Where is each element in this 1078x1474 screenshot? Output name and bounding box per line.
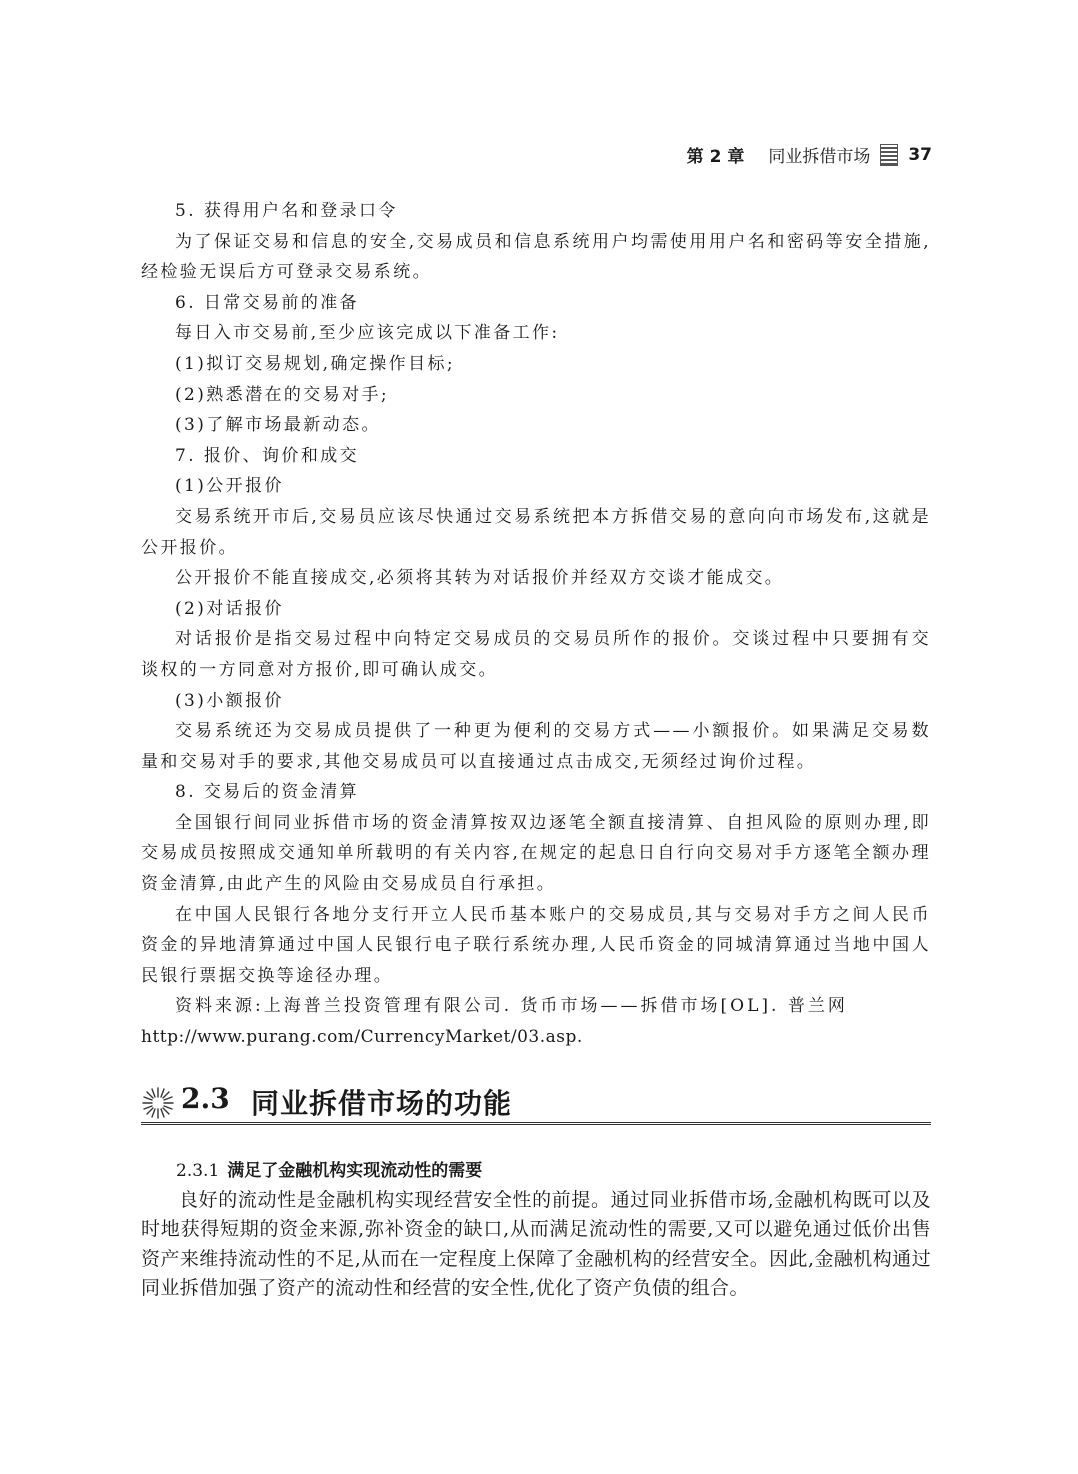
subsection-number: 2.3.1 <box>176 1161 220 1181</box>
page-number: 37 <box>908 144 932 165</box>
box-paragraph: 在中国人民银行各地分支行开立人民币基本账户的交易成员,其与交易对手方之间人民币资金的异地清算通过中国人民银行电子联行系统办理,人民币资金的同城清算通过当地中国人民银行票据交换等途径办理。 <box>141 904 931 986</box>
box-paragraph: (1)拟订交易规划,确定操作目标; <box>175 353 456 374</box>
source-citation: 资料来源:上海普兰投资管理有限公司. 货币市场——拆借市场[OL]. 普兰网 <box>175 996 848 1017</box>
header-bar-icon <box>880 144 898 166</box>
box-paragraph: 每日入市交易前,至少应该完成以下准备工作: <box>175 323 560 344</box>
box-paragraph: 交易系统还为交易成员提供了一种更为便利的交易方式——小额报价。如果满足交易数量和交易对手的要求,其他交易成员可以直接通过点击成交,无须经过询价过程。 <box>141 721 931 772</box>
body-paragraph: 良好的流动性是金融机构实现经营安全性的前提。通过同业拆借市场,金融机构既可以及时地获得短期的资金来源,弥补资金的缺口,从而满足流动性的需要,又可以避免通过低价出售资产来维持流动性的不足,从而在一定程度上保障了金融机构的经营安全。因此,金融机构通过同业拆借加强了资产的流动性和经营的安全性,优化了资产负债的组合。 <box>141 1189 931 1300</box>
box-paragraph: (1)公开报价 <box>175 476 284 497</box>
box-paragraph: 5. 获得用户名和登录口令 <box>175 201 398 221</box>
subsection-title: 满足了金融机构实现流动性的需要 <box>227 1161 483 1181</box>
chapter-title: 同业拆借市场 <box>768 147 871 167</box>
box-paragraph: (3)了解市场最新动态。 <box>175 415 381 436</box>
box-paragraph: (2)熟悉潜在的交易对手; <box>175 384 390 405</box>
box-paragraph: 为了保证交易和信息的安全,交易成员和信息系统用户均需使用用户名和密码等安全措施,经检验无误后方可登录交易系统。 <box>141 231 931 283</box>
box-paragraph: (2)对话报价 <box>175 598 284 619</box>
box-paragraph: 公开报价不能直接成交,必须将其转为对话报价并经双方交谈才能成交。 <box>175 568 785 589</box>
starburst-icon <box>141 1086 175 1120</box>
box-paragraph: 6. 日常交易前的准备 <box>175 292 360 313</box>
box-paragraph: 7. 报价、询价和成交 <box>175 445 360 466</box>
section-heading <box>141 1082 931 1125</box>
source-url: http://www.purang.com/CurrencyMarket/03.asp. <box>141 1027 583 1048</box>
box-paragraph: 对话报价是指交易过程中向特定交易成员的交易员所作的报价。交谈过程中只要拥有交谈权的一方同意对方报价,即可确认成交。 <box>141 629 931 680</box>
subsection-heading <box>176 1156 482 1181</box>
box-paragraph: 交易系统开市后,交易员应该尽快通过交易系统把本方拆借交易的意向向市场发布,这就是公开报价。 <box>141 506 931 558</box>
chapter-label: 第 2 章 <box>686 147 745 167</box>
box-paragraph: (3)小额报价 <box>175 690 284 711</box>
box-paragraph: 全国银行间同业拆借市场的资金清算按双边逐笔全额直接清算、自担风险的原则办理,即交易成员按照成交通知单所载明的有关内容,在规定的起息日自行向交易对手方逐笔全额办理资金清算,由此产生的风险由交易成员自行承担。 <box>141 812 931 895</box>
boxed-case-text <box>141 196 931 1053</box>
box-paragraph: 8. 交易后的资金清算 <box>175 782 360 803</box>
body-text <box>141 1186 931 1304</box>
section-number: 2.3 <box>181 1082 230 1115</box>
running-header <box>687 142 932 167</box>
section-title: 同业拆借市场的功能 <box>251 1087 513 1120</box>
